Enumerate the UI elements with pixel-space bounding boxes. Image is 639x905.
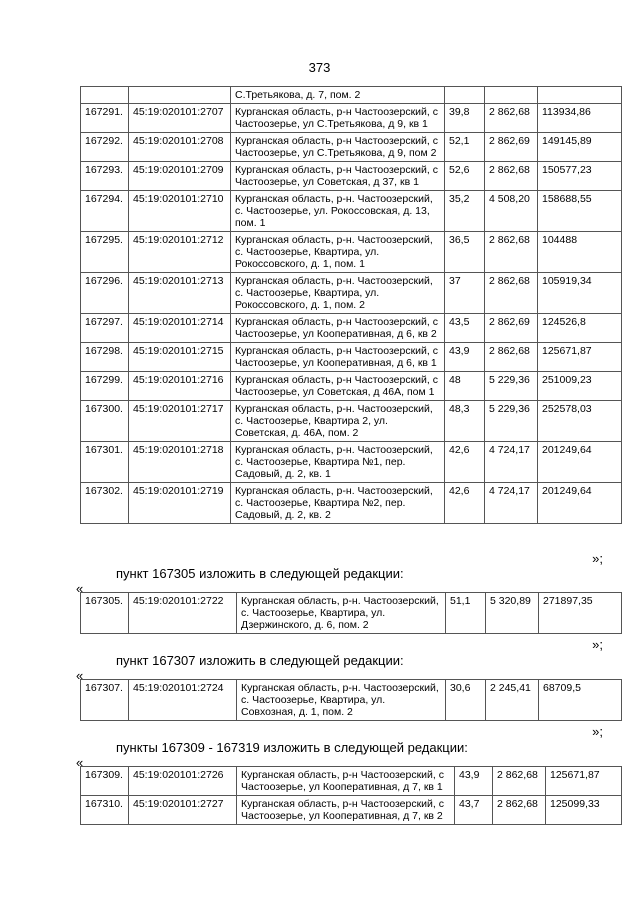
cadastral-value-cell: 150577,23	[538, 162, 622, 191]
cadastral-number-cell: 45:19:020101:2716	[129, 372, 231, 401]
cadastral-value-cell: 104488	[538, 232, 622, 273]
paragraph-167305: пункт 167305 изложить в следующей редакции:	[116, 566, 404, 581]
cadastral-number-cell: 45:19:020101:2708	[129, 133, 231, 162]
cadastral-value-cell: 125671,87	[538, 343, 622, 372]
row-number-cell: 167297.	[81, 314, 129, 343]
cadastral-value-cell: 201249,64	[538, 483, 622, 524]
cadastral-number-cell: 45:19:020101:2727	[129, 796, 237, 825]
row-number-cell: 167310.	[81, 796, 129, 825]
property-table-3	[80, 679, 622, 721]
row-number-cell: 167291.	[81, 104, 129, 133]
cadastral-value-cell: 125099,33	[546, 796, 622, 825]
table-row	[81, 232, 622, 273]
row-number-cell: 167293.	[81, 162, 129, 191]
table-row	[81, 273, 622, 314]
area-cell: 35,2	[445, 191, 485, 232]
address-cell: Курганская область, р-н Частоозерский, с Частоозерье, ул Советская, д 46А, пом 1	[231, 372, 445, 401]
address-cell: Курганская область, р-н. Частоозерский, с. Частоозерье, Квартира 2, ул. Советская, д. 46А, пом. 2	[231, 401, 445, 442]
cadastral-value-cell: 149145,89	[538, 133, 622, 162]
row-number-cell: 167295.	[81, 232, 129, 273]
area-cell: 42,6	[445, 483, 485, 524]
area-cell: 48,3	[445, 401, 485, 442]
price-per-unit-cell: 2 862,68	[493, 796, 546, 825]
address-cell: Курганская область, р-н Частоозерский, с Частоозерье, ул Кооперативная, д 7, кв 2	[237, 796, 455, 825]
closing-quote: »;	[592, 551, 603, 566]
area-cell: 52,6	[445, 162, 485, 191]
row-number-cell: 167300.	[81, 401, 129, 442]
cadastral-number-cell	[129, 87, 231, 104]
opening-quote: «	[76, 668, 84, 683]
price-per-unit-cell: 5 320,89	[486, 593, 539, 634]
table-row	[81, 372, 622, 401]
cadastral-number-cell: 45:19:020101:2719	[129, 483, 231, 524]
row-number-cell: 167302.	[81, 483, 129, 524]
address-cell: Курганская область, р-н. Частоозерский, с. Частоозерье, Квартира, ул. Совхозная, д. 1, пом. 2	[237, 680, 446, 721]
price-per-unit-cell	[485, 87, 538, 104]
table-row	[81, 314, 622, 343]
price-per-unit-cell: 2 862,69	[485, 133, 538, 162]
opening-quote: «	[76, 581, 84, 596]
table-row	[81, 191, 622, 232]
area-cell: 43,7	[455, 796, 493, 825]
address-cell: Курганская область, р-н Частоозерский, с Частоозерье, ул С.Третьякова, д 9, кв 1	[231, 104, 445, 133]
area-cell: 30,6	[446, 680, 486, 721]
table-row	[81, 162, 622, 191]
table-row	[81, 767, 622, 796]
cadastral-number-cell: 45:19:020101:2713	[129, 273, 231, 314]
area-cell: 43,9	[455, 767, 493, 796]
table-row	[81, 401, 622, 442]
price-per-unit-cell: 4 508,20	[485, 191, 538, 232]
cadastral-number-cell: 45:19:020101:2726	[129, 767, 237, 796]
row-number-cell	[81, 87, 129, 104]
address-cell: Курганская область, р-н. Частоозерский, с. Частоозерье, Квартира, ул. Рокоссовского, д. 1, пом. 2	[231, 273, 445, 314]
cadastral-number-cell: 45:19:020101:2707	[129, 104, 231, 133]
price-per-unit-cell: 4 724,17	[485, 483, 538, 524]
property-table-1	[80, 86, 622, 524]
table-row	[81, 87, 622, 104]
row-number-cell: 167301.	[81, 442, 129, 483]
address-cell: Курганская область, р-н Частоозерский, с Частоозерье, ул Советская, д 37, кв 1	[231, 162, 445, 191]
area-cell: 43,5	[445, 314, 485, 343]
row-number-cell: 167296.	[81, 273, 129, 314]
address-cell: Курганская область, р-н. Частоозерский, с. Частоозерье, Квартира №1, пер. Садовый, д. 2, кв. 1	[231, 442, 445, 483]
address-cell: Курганская область, р-н. Частоозерский, с. Частоозерье, Квартира, ул. Дзержинского, д. 6, пом. 2	[237, 593, 446, 634]
address-cell: Курганская область, р-н Частоозерский, с Частоозерье, ул Кооперативная, д 6, кв 1	[231, 343, 445, 372]
cadastral-value-cell: 113934,86	[538, 104, 622, 133]
closing-quote: »;	[592, 724, 603, 739]
cadastral-value-cell: 252578,03	[538, 401, 622, 442]
area-cell: 39,8	[445, 104, 485, 133]
table-row	[81, 343, 622, 372]
table-row	[81, 442, 622, 483]
price-per-unit-cell: 2 862,68	[485, 232, 538, 273]
table-row	[81, 133, 622, 162]
row-number-cell: 167309.	[81, 767, 129, 796]
area-cell: 51,1	[446, 593, 486, 634]
cadastral-number-cell: 45:19:020101:2715	[129, 343, 231, 372]
area-cell	[445, 87, 485, 104]
closing-quote: »;	[592, 637, 603, 652]
paragraph-167307: пункт 167307 изложить в следующей редакции:	[116, 653, 404, 668]
address-cell: Курганская область, р-н. Частоозерский, с. Частоозерье, ул. Рокоссовская, д. 13, пом. 1	[231, 191, 445, 232]
paragraph-167309-167319: пункты 167309 - 167319 изложить в следующей редакции:	[116, 740, 468, 755]
price-per-unit-cell: 2 245,41	[486, 680, 539, 721]
cadastral-value-cell: 251009,23	[538, 372, 622, 401]
cadastral-value-cell: 158688,55	[538, 191, 622, 232]
opening-quote: «	[76, 755, 84, 770]
area-cell: 52,1	[445, 133, 485, 162]
property-table-2	[80, 592, 622, 634]
table-row	[81, 680, 622, 721]
cadastral-number-cell: 45:19:020101:2717	[129, 401, 231, 442]
row-number-cell: 167307.	[81, 680, 129, 721]
address-cell: Курганская область, р-н Частоозерский, с Частоозерье, ул С.Третьякова, д 9, пом 2	[231, 133, 445, 162]
address-cell: Курганская область, р-н Частоозерский, с Частоозерье, ул Кооперативная, д 6, кв 2	[231, 314, 445, 343]
cadastral-value-cell	[538, 87, 622, 104]
price-per-unit-cell: 2 862,69	[485, 314, 538, 343]
row-number-cell: 167292.	[81, 133, 129, 162]
cadastral-value-cell: 271897,35	[539, 593, 622, 634]
cadastral-number-cell: 45:19:020101:2712	[129, 232, 231, 273]
cadastral-value-cell: 105919,34	[538, 273, 622, 314]
area-cell: 36,5	[445, 232, 485, 273]
price-per-unit-cell: 5 229,36	[485, 372, 538, 401]
area-cell: 48	[445, 372, 485, 401]
price-per-unit-cell: 2 862,68	[493, 767, 546, 796]
page-number: 373	[308, 60, 331, 75]
cadastral-number-cell: 45:19:020101:2710	[129, 191, 231, 232]
price-per-unit-cell: 2 862,68	[485, 162, 538, 191]
price-per-unit-cell: 2 862,68	[485, 104, 538, 133]
area-cell: 37	[445, 273, 485, 314]
area-cell: 43,9	[445, 343, 485, 372]
price-per-unit-cell: 4 724,17	[485, 442, 538, 483]
price-per-unit-cell: 2 862,68	[485, 343, 538, 372]
property-table-4	[80, 766, 622, 825]
cadastral-value-cell: 124526,8	[538, 314, 622, 343]
cadastral-number-cell: 45:19:020101:2714	[129, 314, 231, 343]
row-number-cell: 167298.	[81, 343, 129, 372]
cadastral-value-cell: 68709,5	[539, 680, 622, 721]
row-number-cell: 167294.	[81, 191, 129, 232]
table-row	[81, 483, 622, 524]
price-per-unit-cell: 2 862,68	[485, 273, 538, 314]
table-row	[81, 104, 622, 133]
cadastral-value-cell: 125671,87	[546, 767, 622, 796]
row-number-cell: 167305.	[81, 593, 129, 634]
cadastral-number-cell: 45:19:020101:2722	[129, 593, 237, 634]
row-number-cell: 167299.	[81, 372, 129, 401]
address-cell: Курганская область, р-н. Частоозерский, с. Частоозерье, Квартира №2, пер. Садовый, д. 2, кв. 2	[231, 483, 445, 524]
price-per-unit-cell: 5 229,36	[485, 401, 538, 442]
address-cell: С.Третьякова, д. 7, пом. 2	[231, 87, 445, 104]
cadastral-number-cell: 45:19:020101:2709	[129, 162, 231, 191]
cadastral-number-cell: 45:19:020101:2718	[129, 442, 231, 483]
area-cell: 42,6	[445, 442, 485, 483]
address-cell: Курганская область, р-н. Частоозерский, с. Частоозерье, Квартира, ул. Рокоссовского, д. 1, пом. 1	[231, 232, 445, 273]
cadastral-number-cell: 45:19:020101:2724	[129, 680, 237, 721]
table-row	[81, 796, 622, 825]
cadastral-value-cell: 201249,64	[538, 442, 622, 483]
address-cell: Курганская область, р-н Частоозерский, с Частоозерье, ул Кооперативная, д 7, кв 1	[237, 767, 455, 796]
table-row	[81, 593, 622, 634]
